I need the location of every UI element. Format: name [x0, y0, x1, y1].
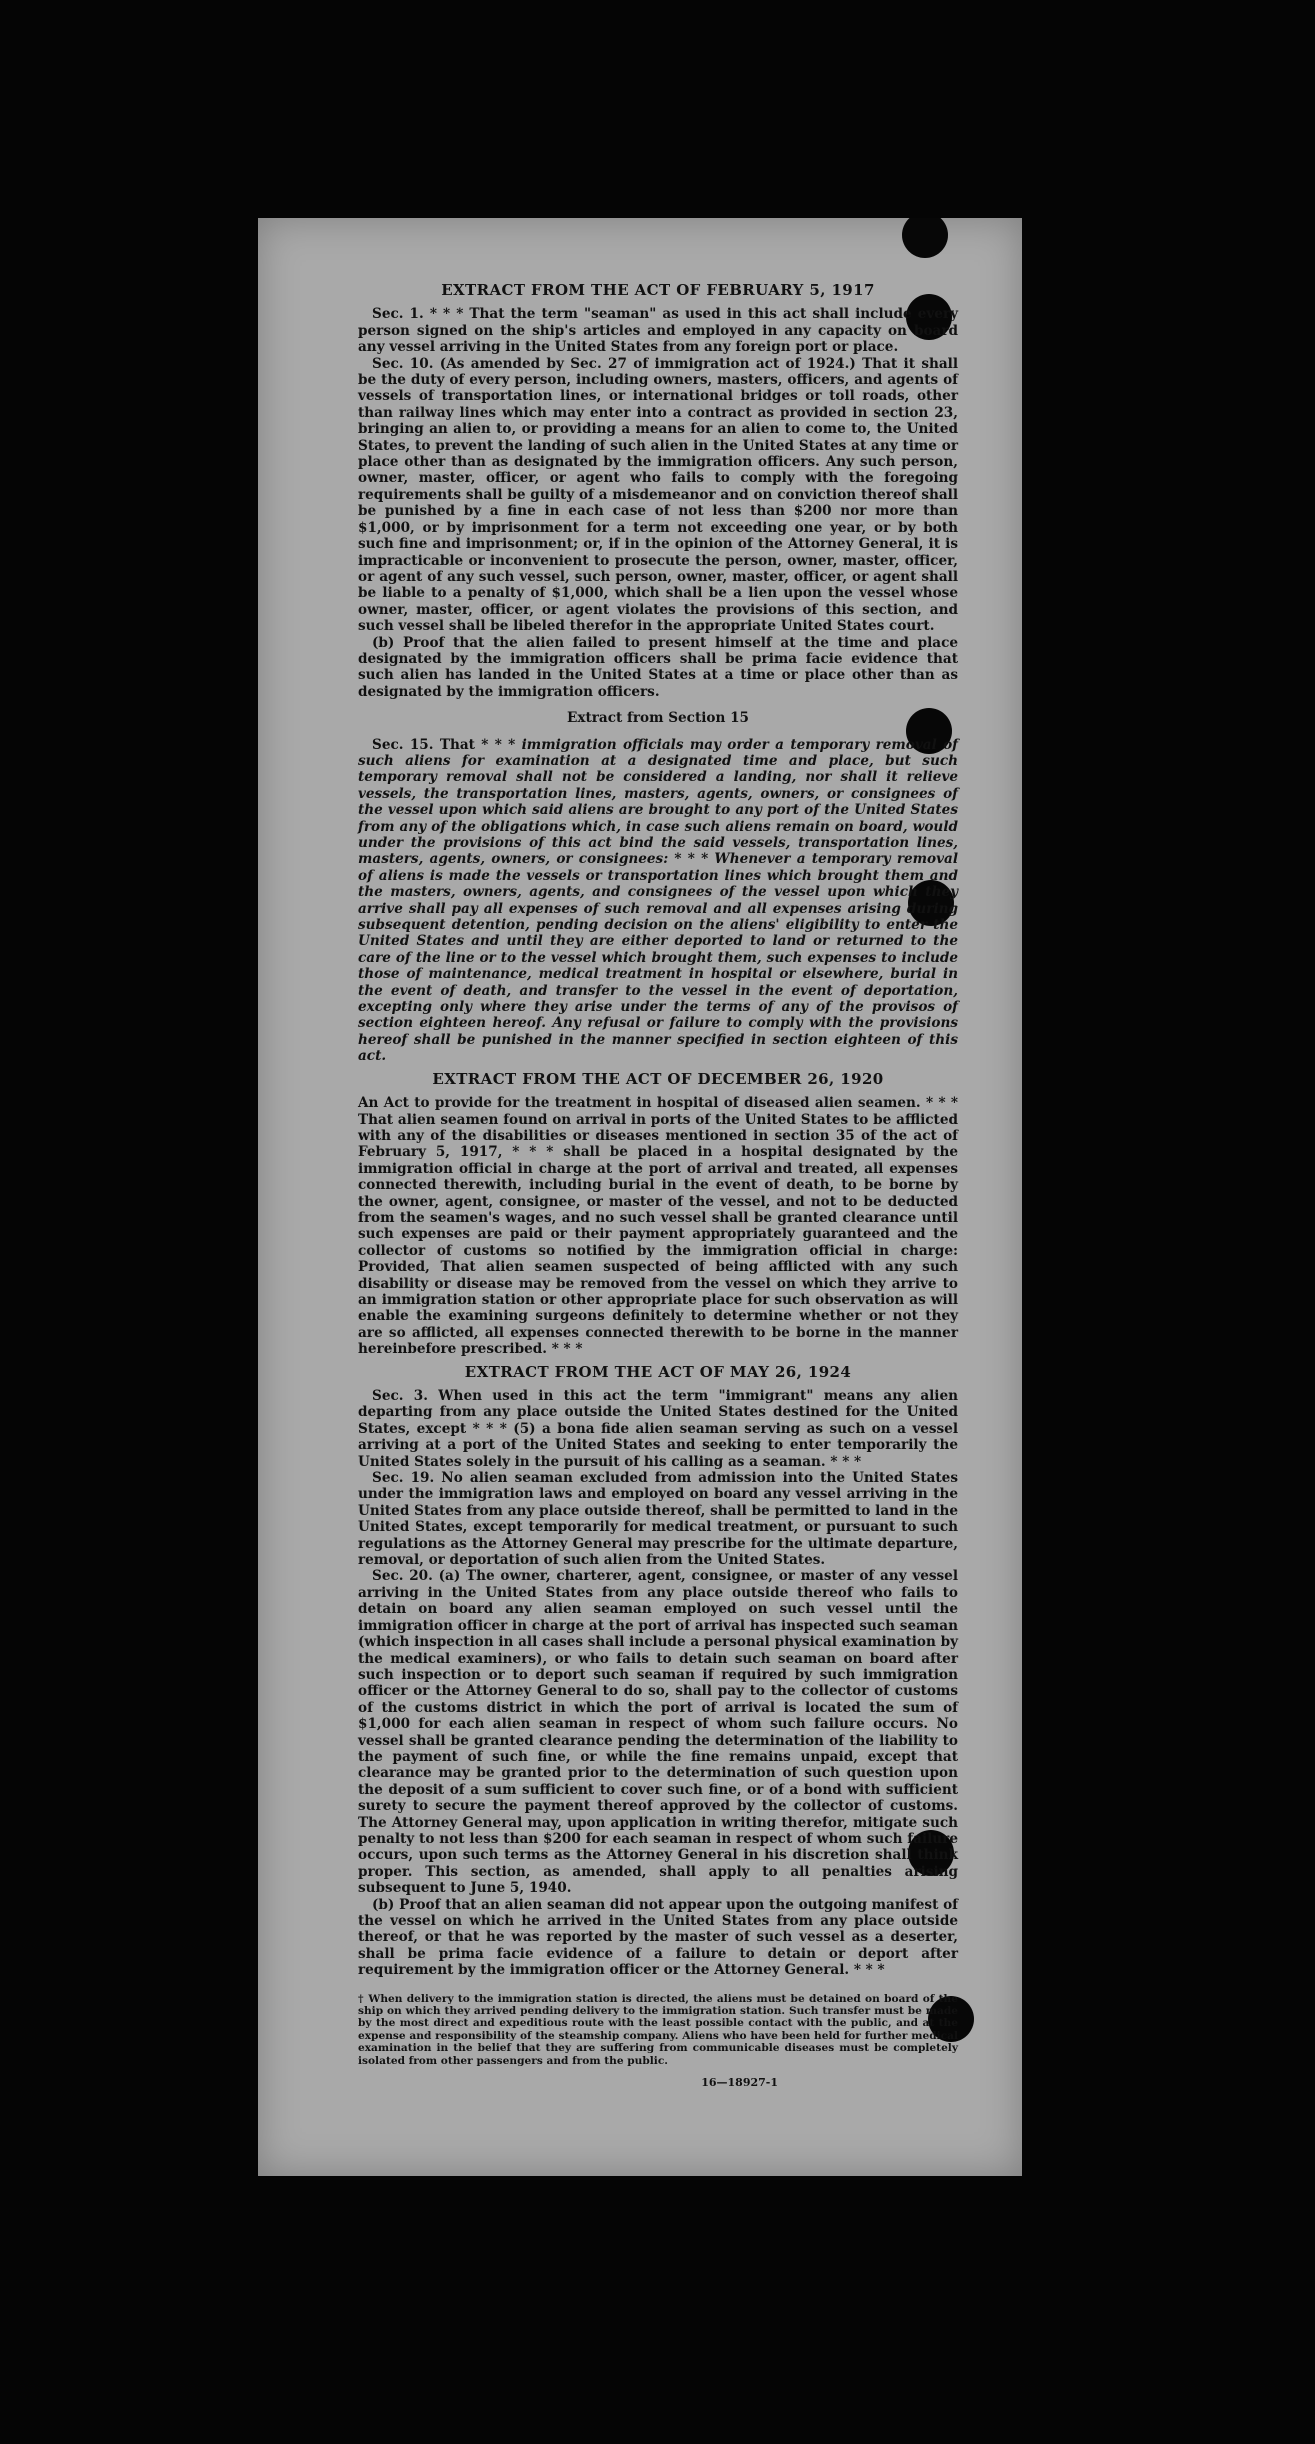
heading-act-1924: EXTRACT FROM THE ACT OF MAY 26, 1924	[464, 1362, 852, 1381]
paragraph-sec-19: Sec. 19. No alien seaman excluded from admission into the United States under the immigration laws and employed on board any vessel arriving in the United States from any place outside thereof, shall be permitted to land in the United States, except temporarily for medical treatment, or pursuant to such regulations as the Attorney General may prescribe for the ultimate departure, removal, or deportation of such alien from the United States.	[358, 1470, 958, 1569]
document-body	[358, 276, 958, 2091]
punch-hole	[902, 218, 948, 258]
document-page	[258, 218, 1022, 2176]
form-number: 16—18927-1	[701, 2076, 778, 2090]
heading-act-1917: EXTRACT FROM THE ACT OF FEBRUARY 5, 1917	[441, 281, 875, 299]
footnote: † When delivery to the immigration station is directed, the aliens must be detained on board of the ship on which they arrived pending delivery to the immigration station. Such transfer must be made by the most direct and expeditious route with the least possible contact with the public, and at the expense and responsibility of the steamship company. Aliens who have been held for further medical examination in the belief that they are suffering from communicable diseases must be completely isolated from other passengers and from the public.	[358, 1992, 958, 2067]
paragraph-sec-10-b: (b) Proof that the alien failed to present himself at the time and place designated by the immigration officers shall be prima facie evidence that such alien has landed in the United States at a time or place other than as designated by the immigration officers.	[358, 634, 958, 700]
paragraph-sec-1: Sec. 1. * * * That the term "seaman" as used in this act shall include every person signed on the ship's articles and employed in any capacity on board any vessel arriving in the United States from any foreign port or place.	[358, 306, 958, 356]
paragraph-sec-3: Sec. 3. When used in this act the term "immigrant" means any alien departing from any place outside the United States destined for the United States, except * * * (5) a bona fide alien seaman serving as such on a vessel arriving at a port of the United States and seeking to enter temporarily the United States solely in the pursuit of his calling as a seaman. * * *	[358, 1388, 958, 1470]
paragraph-act-1920: An Act to provide for the treatment in hospital of diseased alien seamen. * * * That alien seamen found on arrival in ports of the United States to be afflicted with any of the disabilities or diseases mentioned in section 35 of the act of February 5, 1917, * * * shall be placed in a hospital designated by the immigration official in charge at the port of arrival and treated, all expenses connected therewith, including burial in the event of death, to be borne by the owner, agent, consignee, or master of the vessel, and not to be deducted from the seamen's wages, and no such vessel shall be granted clearance until such expenses are paid or their payment appropriately guaranteed and the collector of customs so notified by the immigration official in charge: Provided, That alien seamen suspected of being afflicted with any such disability or disease may be removed from the vessel on which they arrive to an immigration station or other appropriate place for such observation as will enable the examining surgeons definitely to determine whether or not they are so afflicted, all expenses connected therewith to be borne in the manner hereinbefore prescribed. * * *	[358, 1095, 958, 1358]
sec-15-text: immigration officials may order a temporary removal of such aliens for examination at a designated time and place, but such temporary removal shall not be considered a landing, nor shall it relieve vessels, the transportation lines, masters, agents, owners, or consignees of the vessel upon which said aliens are brought to any port of the United States from any of the obligations which, in case such aliens remain on board, would under the provisions of this act bind the said vessels, transportation lines, masters, agents, owners, or consignees: * * * Whenever a temporary removal of aliens is made the vessels or transportation lines which brought them and the masters, owners, agents, and consignees of the vessel upon which they arrive shall pay all expenses of such removal and all expenses arising during subsequent detention, pending decision on the aliens' eligibility to enter the United States and until they are either deported to land or returned to the care of the line or to the vessel which brought them, such expenses to include those of maintenance, medical treatment in hospital or elsewhere, burial in the event of death, and transfer to the vessel in the event of deportation, excepting only where they arise under the terms of any of the provisos of section eighteen hereof. Any refusal or failure to comply with the provisions hereof shall be punished in the manner specified in section eighteen of this act.	[358, 736, 958, 1065]
paragraph-sec-10: Sec. 10. (As amended by Sec. 27 of immigration act of 1924.) That it shall be the duty of every person, including owners, masters, officers, and agents of vessels of transportation lines, or international bridges or toll roads, other than railway lines which may enter into a contract as provided in section 23, bringing an alien to, or providing a means for an alien to come to, the United States, to prevent the landing of such alien in the United States at any time or place other than as designated by the immigration officers. Any such person, owner, master, officer, or agent who fails to comply with the foregoing requirements shall be guilty of a misdemeanor and on conviction thereof shall be punished by a fine in each case of not less than $200 nor more than $1,000, or by imprisonment for a term not exceeding one year, or by both such fine and imprisonment; or, if in the opinion of the Attorney General, it is impracticable or inconvenient to prosecute the person, owner, master, officer, or agent of any such vessel, such person, owner, master, officer, or agent shall be liable to a penalty of $1,000, which shall be a lien upon the vessel whose owner, master, officer, or agent violates the provisions of this section, and such vessel shall be libeled therefor in the appropriate United States court.	[358, 355, 958, 635]
paragraph-sec-20-b: (b) Proof that an alien seaman did not appear upon the outgoing manifest of the vessel on which he arrived in the United States from any place outside thereof, or that he was reported by the master of such vessel as a deserter, shall be prima facie evidence of a failure to detain or deport after requirement by the immigration officer or the Attorney General. * * *	[358, 1896, 958, 1979]
paragraph-sec-20-a: Sec. 20. (a) The owner, charterer, agent, consignee, or master of any vessel arriving in the United States from any place outside thereof who fails to detain on board any alien seaman employed on such vessel until the immigration officer in charge at the port of arrival has inspected such seaman (which inspection in all cases shall include a personal physical examination by the medical examiners), or who fails to detain such seaman on board after such inspection or to deport such seaman if required by such immigration officer or the Attorney General to do so, shall pay to the collector of customs of the customs district in which the port of arrival is located the sum of $1,000 for each alien seaman in respect of whom such failure occurs. No vessel shall be granted clearance pending the determination of the liability to the payment of such fine, or while the fine remains unpaid, except that clearance may be granted prior to the determination of such question upon the deposit of a sum sufficient to cover such fine, or of a bond with sufficient surety to secure the payment thereof approved by the collector of customs. The Attorney General may, upon application in writing therefor, mitigate such penalty to not less than $200 for each seaman in respect of whom such failure occurs, upon such terms as the Attorney General in his discretion shall think proper. This section, as amended, shall apply to all penalties arising subsequent to June 5, 1940.	[358, 1568, 958, 1897]
heading-act-1920: EXTRACT FROM THE ACT OF DECEMBER 26, 1920	[432, 1069, 884, 1088]
sec-15-lead: Sec. 15. That * * *	[372, 736, 522, 753]
subheading-section-15: Extract from Section 15	[567, 710, 749, 727]
paragraph-sec-15	[358, 737, 958, 1065]
